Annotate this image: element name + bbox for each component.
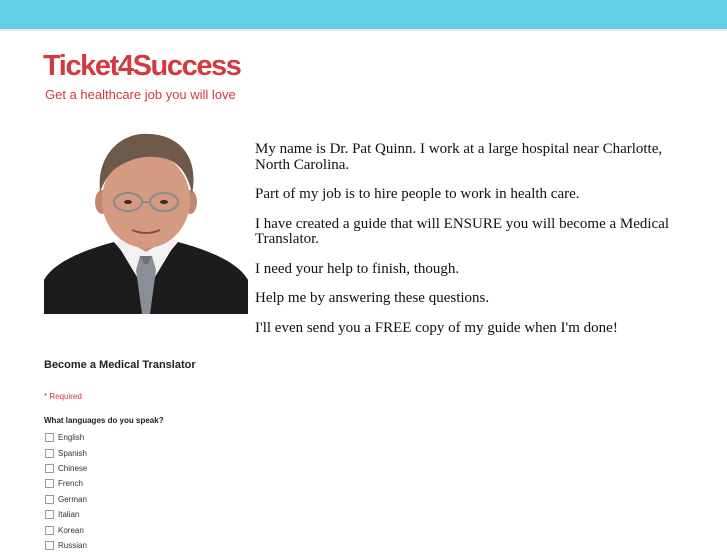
italian-checkbox[interactable]	[45, 510, 54, 519]
language-option-korean[interactable]	[45, 522, 87, 537]
korean-checkbox[interactable]	[45, 526, 54, 535]
language-option-italian[interactable]	[45, 507, 87, 522]
english-checkbox[interactable]	[45, 433, 54, 442]
french-checkbox[interactable]	[45, 479, 54, 488]
site-tagline: Get a healthcare job you will love	[45, 87, 236, 102]
top-bar-shadow	[0, 29, 727, 31]
language-option-german[interactable]	[45, 492, 87, 507]
german-checkbox[interactable]	[45, 495, 54, 504]
spanish-checkbox[interactable]	[45, 449, 54, 458]
bio-paragraph: I need your help to finish, though.	[255, 260, 460, 277]
option-label[interactable]: Korean	[58, 525, 84, 535]
language-option-english[interactable]	[45, 430, 87, 445]
language-option-french[interactable]	[45, 476, 87, 491]
language-option-russian[interactable]	[45, 538, 87, 553]
author-bio	[255, 142, 695, 350]
bio-paragraph: I have created a guide that will ENSURE you will become a Medical Translator.	[255, 215, 670, 247]
option-label[interactable]: French	[58, 479, 83, 489]
option-label[interactable]: Italian	[58, 510, 80, 520]
option-label[interactable]: Chinese	[58, 463, 88, 473]
russian-checkbox[interactable]	[45, 541, 54, 550]
author-photo	[44, 130, 248, 314]
option-label[interactable]: English	[58, 433, 85, 443]
language-option-spanish[interactable]	[45, 445, 87, 460]
bio-paragraph: I'll even send you a FREE copy of my guide when I'm done!	[255, 319, 618, 336]
form-title: Become a Medical Translator	[44, 359, 196, 371]
site-logo-title[interactable]: Ticket4Success	[43, 50, 241, 82]
option-label[interactable]: Spanish	[58, 448, 87, 458]
languages-checkbox-list	[45, 430, 87, 553]
option-label[interactable]: Russian	[58, 540, 87, 550]
bio-paragraph: Part of my job is to hire people to work in health care.	[255, 186, 580, 202]
option-label[interactable]: German	[58, 494, 87, 504]
required-note: * Required	[44, 392, 82, 401]
language-option-chinese[interactable]	[45, 461, 87, 476]
bio-paragraph: My name is Dr. Pat Quinn. I work at a large hospital near Charlotte, North Carolina.	[255, 141, 663, 173]
top-bar	[0, 0, 727, 29]
bio-paragraph: Help me by answering these questions.	[255, 290, 490, 306]
languages-question-label: What languages do you speak?	[44, 416, 164, 425]
chinese-checkbox[interactable]	[45, 464, 54, 473]
